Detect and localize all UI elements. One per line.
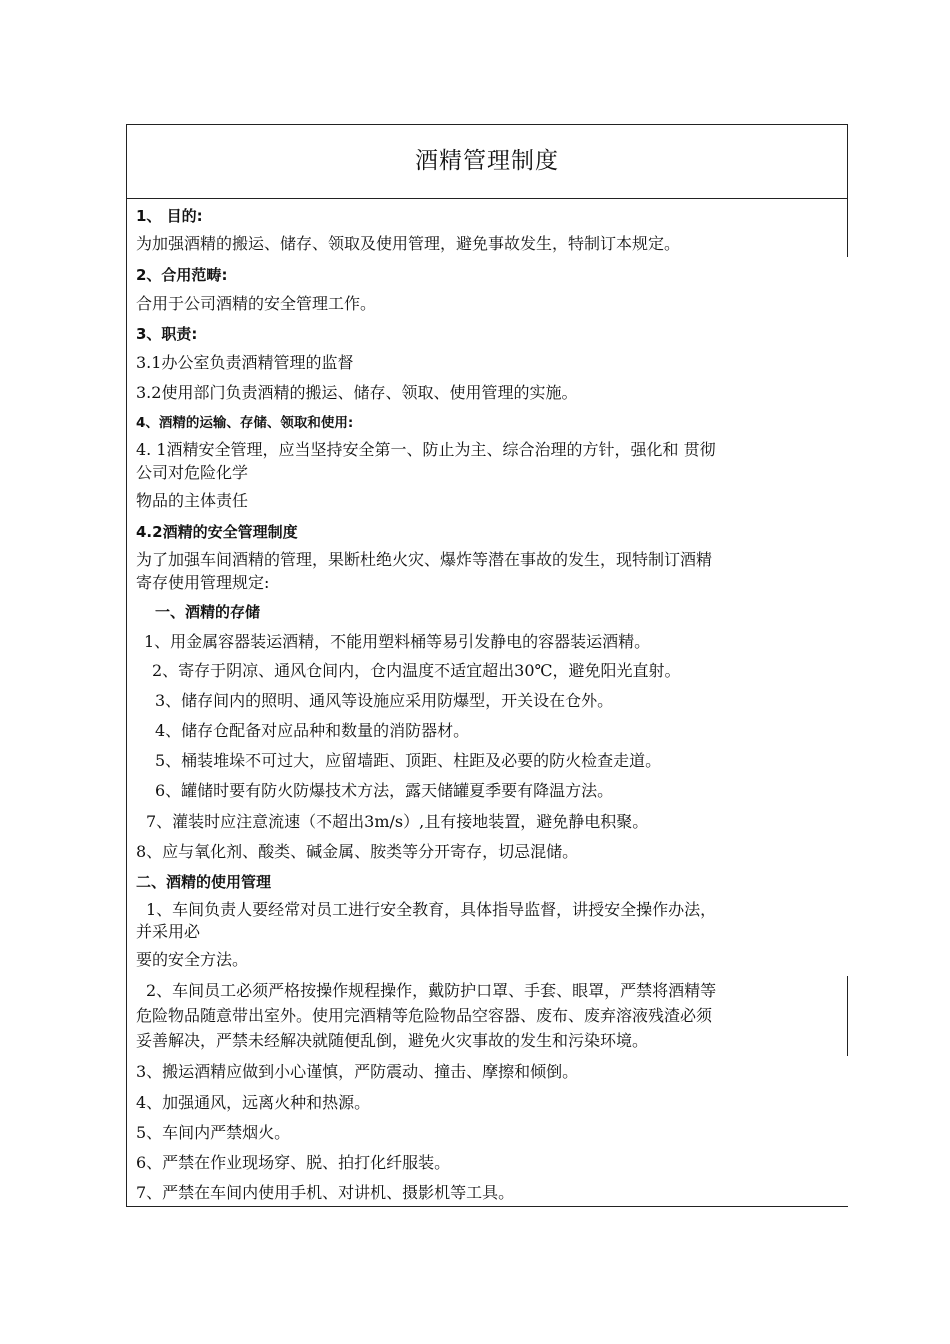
paragraph-line: 4. 1酒精安全管理，应当坚持安全第一、防止为主、综合治理的方针，强化和 贯彻 [136,440,716,459]
document-title: 酒精管理制度 [415,148,559,174]
paragraph-line: 妥善解决，严禁未经解决就随便乱倒，避免火灾事故的发生和污染环境。 [136,1031,649,1050]
list-item: 1、车间负责人要经常对员工进行安全教育，具体指导监督，讲授安全操作办法， [146,900,717,919]
paragraph-line: 3.1办公室负责酒精管理的监督 [136,353,354,372]
list-item: 2、寄存于阴凉、通风仓间内，仓内温度不适宜超出30℃，避免阳光直射。 [152,661,681,680]
section-heading-duties: 3、职责: [136,325,198,343]
list-item: 4、储存仓配备对应品种和数量的消防器材。 [155,721,470,740]
paragraph-line: 合用于公司酒精的安全管理工作。 [136,294,377,313]
paragraph-line: 为了加强车间酒精的管理，果断杜绝火灾、爆炸等潜在事故的发生，现特制订酒精 [136,550,713,569]
list-item: 6、严禁在作业现场穿、脱、拍打化纤服装。 [136,1153,451,1172]
section-heading-handling: 4、酒精的运输、存储、领取和使用: [136,415,354,431]
list-item: 7、严禁在车间内使用手机、对讲机、摄影机等工具。 [136,1183,515,1202]
table-left-border [126,199,127,1207]
table-right-border-middle [847,976,848,1056]
list-item: 1、用金属容器装运酒精，不能用塑料桶等易引发静电的容器装运酒精。 [144,632,651,651]
paragraph-line: 要的安全方法。 [136,950,249,969]
section-heading-purpose: 1、 目的: [136,207,203,225]
subsection-heading-usage: 二、酒精的使用管理 [136,873,272,891]
list-item: 5、车间内严禁烟火。 [136,1123,291,1142]
list-item: 7、灌装时应注意流速（不超出3m/s）,且有接地装置，避免静电积聚。 [146,812,649,831]
list-item: 5、桶装堆垛不可过大，应留墙距、顶距、柱距及必要的防火检查走道。 [155,751,662,770]
paragraph-line: 寄存使用管理规定: [136,573,270,592]
list-item: 3、搬运酒精应做到小心谨慎，严防震动、撞击、摩擦和倾倒。 [136,1062,579,1081]
paragraph-line: 物品的主体责任 [136,491,249,510]
list-item: 2、车间员工必须严格按操作规程操作，戴防护口罩、手套、眼罩，严禁将酒精等 [146,981,717,1000]
subsection-heading: 4.2酒精的安全管理制度 [136,523,298,541]
table-bottom-border [126,1206,848,1207]
table-right-border-top [847,199,848,257]
list-item: 4、加强通风，远离火种和热源。 [136,1093,371,1112]
paragraph-line: 并采用必 [136,922,201,941]
subsection-heading-storage: 一、酒精的存储 [155,603,261,621]
paragraph-line: 3.2使用部门负责酒精的搬运、储存、领取、使用管理的实施。 [136,383,578,402]
paragraph-line: 为加强酒精的搬运、储存、领取及使用管理，避免事故发生，特制订本规定。 [136,234,681,253]
list-item: 8、应与氧化剂、酸类、碱金属、胺类等分开寄存，切忌混储。 [136,842,579,861]
section-heading-scope: 2、合用范畴: [136,266,228,284]
paragraph-line: 公司对危险化学 [136,463,249,482]
paragraph-line: 危险物品随意带出室外。使用完酒精等危险物品空容器、废布、废弃溶液残渣必须 [136,1006,713,1025]
list-item: 3、储存间内的照明、通风等设施应采用防爆型，开关设在仓外。 [155,691,614,710]
list-item: 6、罐储时要有防火防爆技术方法，露天储罐夏季要有降温方法。 [155,781,614,800]
